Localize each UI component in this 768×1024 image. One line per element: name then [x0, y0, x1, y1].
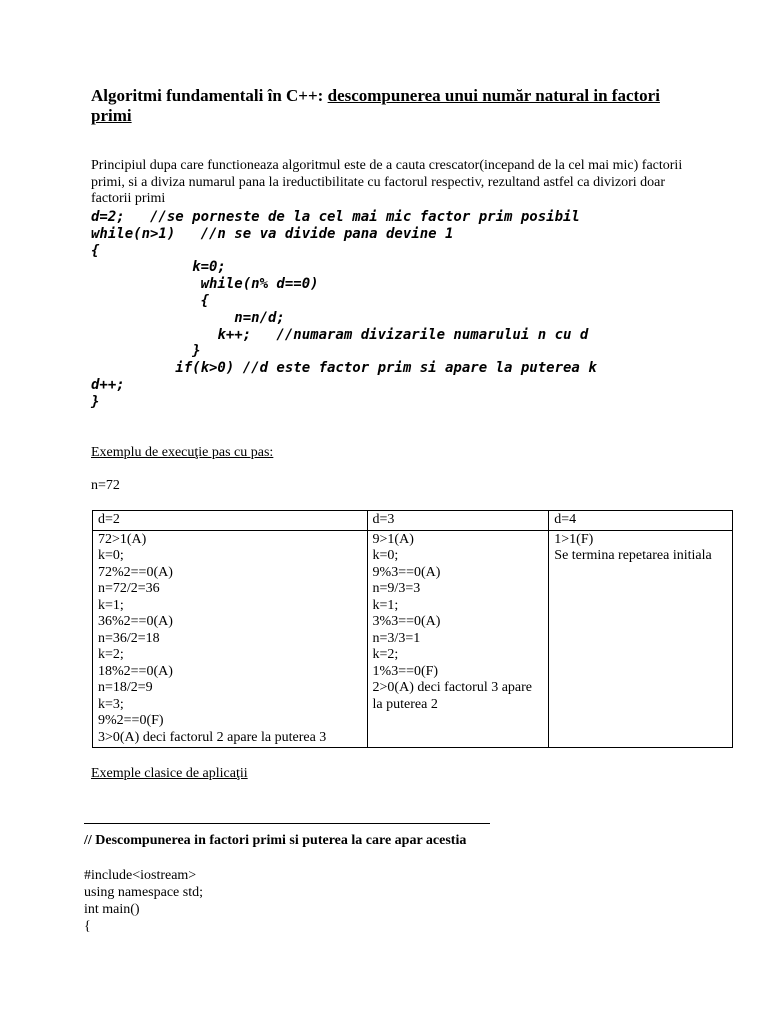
title-lead: Algoritmi fundamentali în C++:	[91, 86, 328, 105]
code-line: d=2; //se porneste de la cel mai mic factor prim posibil	[91, 209, 580, 225]
step-line: k=1;	[98, 597, 124, 613]
code-line: {	[91, 242, 100, 259]
document-title	[91, 86, 691, 126]
program-comment-title: // Descompunerea in factori primi si puterea la care apar acestia	[84, 833, 467, 848]
step-line: 9%3==0(A)	[372, 564, 441, 580]
step-line: 3>0(A) deci factorul 2 apare la puterea 3	[98, 729, 327, 745]
code-line: n=n/d;	[91, 309, 285, 326]
code-line: {	[91, 292, 210, 309]
step-line: n=36/2=18	[98, 630, 160, 646]
title-topic: descompunerea unui număr natural in factori primi	[91, 86, 660, 125]
step-line: 18%2==0(A)	[98, 663, 173, 679]
step-line: k=1;	[372, 597, 399, 613]
step-line: 72%2==0(A)	[98, 564, 173, 580]
code-line: if(k>0) //d este factor prim si apare la puterea k	[91, 360, 597, 377]
step-line: 3%3==0(A)	[372, 614, 441, 629]
step-line: k=2;	[372, 647, 399, 662]
code-line: }	[91, 393, 100, 410]
code-line: k++; //numaram divizarile numarului n cu d	[91, 326, 589, 343]
step-line: n=18/2=9	[98, 680, 153, 695]
step-line: 9%2==0(F)	[98, 713, 164, 728]
step-line: 1%3==0(F)	[372, 663, 439, 679]
n-value: n=72	[91, 478, 120, 493]
section-divider	[84, 823, 490, 824]
step-line: k=2;	[98, 647, 124, 662]
table-row	[93, 530, 733, 748]
table-cell-d4	[549, 530, 733, 748]
table-header-cell: d=3	[367, 511, 549, 531]
applications-heading: Exemple clasice de aplicaţii	[91, 766, 248, 781]
source-line: {	[84, 919, 91, 934]
code-line: d++;	[91, 376, 125, 393]
execution-table	[92, 510, 733, 748]
code-line: }	[91, 343, 201, 360]
table-cell-d2	[93, 530, 368, 748]
step-line: k=0;	[98, 548, 124, 563]
step-line: k=3;	[98, 696, 124, 712]
step-line: 9>1(A)	[372, 531, 414, 547]
step-line: Se termina repetarea initiala	[554, 548, 712, 563]
step-line: n=3/3=1	[372, 630, 421, 646]
source-line: int main()	[84, 902, 140, 917]
algorithm-code	[91, 209, 691, 411]
step-line: 2>0(A) deci factorul 3 apare la puterea 2	[372, 680, 533, 712]
step-line: 72>1(A)	[98, 531, 147, 547]
table-header-row	[93, 511, 733, 531]
step-line: n=9/3=3	[372, 581, 421, 596]
source-line: #include<iostream>	[84, 868, 197, 883]
program-source	[84, 867, 203, 935]
step-line: k=0;	[372, 548, 399, 563]
code-line: while(n% d==0)	[91, 276, 319, 293]
example-heading: Exemplu de execuţie pas cu pas:	[91, 445, 274, 460]
code-line: while(n>1) //n se va divide pana devine 1	[91, 225, 454, 242]
step-line: n=72/2=36	[98, 581, 160, 596]
intro-paragraph: Principiul dupa care functioneaza algoritmul este de a cauta crescator(incepand de la cel mai mic) factorii primi, si a diviza numarul pana la ireductibilitate cu factorul respectiv, rezultand astfel ca divizori doar factorii primi	[91, 158, 683, 206]
code-line: k=0;	[91, 259, 226, 276]
table-cell-d3	[367, 530, 549, 748]
step-line: 1>1(F)	[554, 531, 594, 547]
table-header-cell: d=4	[549, 511, 733, 531]
table-header-cell: d=2	[93, 511, 368, 531]
step-line: 36%2==0(A)	[98, 614, 173, 629]
source-line: using namespace std;	[84, 885, 203, 900]
